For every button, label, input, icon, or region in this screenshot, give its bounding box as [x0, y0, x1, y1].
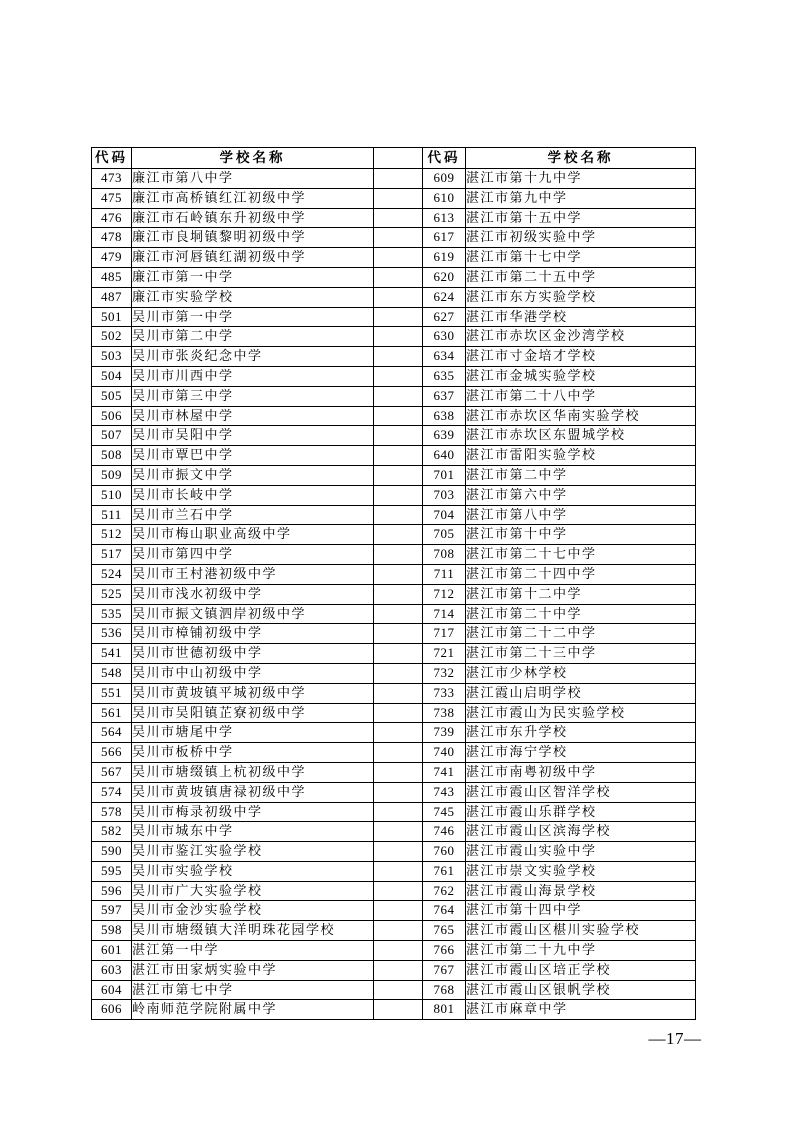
- table-row: [92, 663, 696, 683]
- code-cell-right: 704: [423, 505, 466, 525]
- code-cell-right: 721: [423, 644, 466, 664]
- name-cell-left: 吴川市林屋中学: [132, 406, 374, 426]
- code-cell-right: 740: [423, 743, 466, 763]
- code-cell-right: 801: [423, 1000, 466, 1020]
- table-row: [92, 881, 696, 901]
- name-cell-left: 吴川市第一中学: [132, 307, 374, 327]
- code-cell-right: 768: [423, 980, 466, 1000]
- table-row: [92, 248, 696, 268]
- code-cell-right: 635: [423, 366, 466, 386]
- name-cell-right: 湛江市第九中学: [466, 188, 696, 208]
- code-cell-right: 767: [423, 960, 466, 980]
- code-cell-right: 766: [423, 941, 466, 961]
- code-cell-left: 551: [92, 683, 132, 703]
- code-cell-left: 507: [92, 426, 132, 446]
- code-cell-left: 582: [92, 822, 132, 842]
- code-cell-right: 624: [423, 287, 466, 307]
- code-cell-left: 578: [92, 802, 132, 822]
- spacer-cell: [374, 347, 423, 367]
- table-row: [92, 545, 696, 565]
- name-cell-right: 湛江市雷阳实验学校: [466, 446, 696, 466]
- code-cell-right: 711: [423, 564, 466, 584]
- table-row: [92, 782, 696, 802]
- name-cell-right: 湛江市东升学校: [466, 723, 696, 743]
- spacer-cell: [374, 703, 423, 723]
- spacer-cell: [374, 386, 423, 406]
- table-row: [92, 347, 696, 367]
- spacer-cell: [374, 564, 423, 584]
- spacer-cell: [374, 169, 423, 189]
- name-cell-left: 廉江市第八中学: [132, 169, 374, 189]
- name-cell-right: 湛江市崇文实验学校: [466, 861, 696, 881]
- table-row: [92, 505, 696, 525]
- table-row: [92, 604, 696, 624]
- name-cell-left: 吴川市川西中学: [132, 366, 374, 386]
- table-row: [92, 426, 696, 446]
- spacer-cell: [374, 208, 423, 228]
- name-cell-right: 湛江市第十五中学: [466, 208, 696, 228]
- name-cell-right: 湛江市第八中学: [466, 505, 696, 525]
- code-cell-right: 761: [423, 861, 466, 881]
- name-cell-right: 湛江市华港学校: [466, 307, 696, 327]
- code-cell-right: 714: [423, 604, 466, 624]
- code-cell-left: 487: [92, 287, 132, 307]
- table-row: [92, 327, 696, 347]
- name-cell-left: 吴川市金沙实验学校: [132, 901, 374, 921]
- name-cell-left: 吴川市城东中学: [132, 822, 374, 842]
- code-cell-left: 506: [92, 406, 132, 426]
- name-cell-left: 吴川市实验学校: [132, 861, 374, 881]
- table-row: [92, 921, 696, 941]
- code-cell-left: 524: [92, 564, 132, 584]
- table-row: [92, 762, 696, 782]
- code-cell-right: 733: [423, 683, 466, 703]
- name-cell-left: 吴川市板桥中学: [132, 743, 374, 763]
- spacer-cell: [374, 406, 423, 426]
- header-spacer: [374, 148, 423, 169]
- name-cell-left: 廉江市河唇镇红湖初级中学: [132, 248, 374, 268]
- name-cell-left: 湛江市田家炳实验中学: [132, 960, 374, 980]
- spacer-cell: [374, 723, 423, 743]
- spacer-cell: [374, 327, 423, 347]
- name-cell-right: 湛江市霞山区智洋学校: [466, 782, 696, 802]
- spacer-cell: [374, 644, 423, 664]
- code-cell-left: 548: [92, 663, 132, 683]
- spacer-cell: [374, 1000, 423, 1020]
- spacer-cell: [374, 525, 423, 545]
- spacer-cell: [374, 505, 423, 525]
- name-cell-left: 吴川市第四中学: [132, 545, 374, 565]
- code-cell-right: 708: [423, 545, 466, 565]
- code-cell-left: 574: [92, 782, 132, 802]
- table-row: [92, 169, 696, 189]
- code-cell-right: 743: [423, 782, 466, 802]
- name-cell-right: 湛江市第二中学: [466, 465, 696, 485]
- spacer-cell: [374, 485, 423, 505]
- name-cell-left: 吴川市振文中学: [132, 465, 374, 485]
- header-code-left: 代码: [92, 148, 132, 169]
- name-cell-left: 吴川市塘缀镇大洋明珠花园学校: [132, 921, 374, 941]
- name-cell-right: 湛江市霞山实验中学: [466, 842, 696, 862]
- name-cell-right: 湛江市第二十五中学: [466, 267, 696, 287]
- name-cell-left: 廉江市石岭镇东升初级中学: [132, 208, 374, 228]
- name-cell-left: 吴川市世德初级中学: [132, 644, 374, 664]
- spacer-cell: [374, 822, 423, 842]
- table-row: [92, 960, 696, 980]
- code-cell-right: 617: [423, 228, 466, 248]
- code-cell-left: 561: [92, 703, 132, 723]
- name-cell-left: 吴川市振文镇泗岸初级中学: [132, 604, 374, 624]
- name-cell-left: 吴川市王村港初级中学: [132, 564, 374, 584]
- name-cell-right: 湛江市第十二中学: [466, 584, 696, 604]
- name-cell-left: 吴川市黄坡镇平城初级中学: [132, 683, 374, 703]
- code-cell-left: 503: [92, 347, 132, 367]
- name-cell-right: 湛江市第十四中学: [466, 901, 696, 921]
- code-cell-left: 567: [92, 762, 132, 782]
- name-cell-left: 廉江市第一中学: [132, 267, 374, 287]
- code-cell-left: 475: [92, 188, 132, 208]
- spacer-cell: [374, 762, 423, 782]
- name-cell-right: 湛江市第二十三中学: [466, 644, 696, 664]
- code-cell-right: 732: [423, 663, 466, 683]
- code-cell-left: 476: [92, 208, 132, 228]
- code-cell-right: 630: [423, 327, 466, 347]
- code-cell-right: 701: [423, 465, 466, 485]
- spacer-cell: [374, 921, 423, 941]
- code-cell-left: 501: [92, 307, 132, 327]
- code-cell-left: 598: [92, 921, 132, 941]
- spacer-cell: [374, 802, 423, 822]
- code-cell-right: 712: [423, 584, 466, 604]
- header-name-right: 学校名称: [466, 148, 696, 169]
- table-row: [92, 644, 696, 664]
- code-cell-right: 627: [423, 307, 466, 327]
- code-cell-right: 745: [423, 802, 466, 822]
- name-cell-right: 湛江市赤坎区金沙湾学校: [466, 327, 696, 347]
- spacer-cell: [374, 188, 423, 208]
- table-row: [92, 406, 696, 426]
- code-cell-right: 634: [423, 347, 466, 367]
- name-cell-left: 吴川市广大实验学校: [132, 881, 374, 901]
- table-row: [92, 901, 696, 921]
- spacer-cell: [374, 881, 423, 901]
- code-cell-left: 478: [92, 228, 132, 248]
- name-cell-right: 湛江霞山启明学校: [466, 683, 696, 703]
- name-cell-left: 廉江市实验学校: [132, 287, 374, 307]
- code-cell-left: 603: [92, 960, 132, 980]
- name-cell-right: 湛江市东方实验学校: [466, 287, 696, 307]
- code-cell-right: 739: [423, 723, 466, 743]
- name-cell-left: 吴川市吴阳镇芷寮初级中学: [132, 703, 374, 723]
- code-cell-left: 504: [92, 366, 132, 386]
- code-cell-left: 509: [92, 465, 132, 485]
- name-cell-right: 湛江市霞山区银帆学校: [466, 980, 696, 1000]
- spacer-cell: [374, 604, 423, 624]
- spacer-cell: [374, 683, 423, 703]
- code-cell-left: 479: [92, 248, 132, 268]
- code-cell-left: 485: [92, 267, 132, 287]
- code-cell-right: 760: [423, 842, 466, 862]
- name-cell-right: 湛江市赤坎区东盟城学校: [466, 426, 696, 446]
- spacer-cell: [374, 307, 423, 327]
- table-row: [92, 267, 696, 287]
- code-cell-left: 566: [92, 743, 132, 763]
- table-row: [92, 525, 696, 545]
- name-cell-right: 湛江市金城实验学校: [466, 366, 696, 386]
- table-row: [92, 624, 696, 644]
- table-row: [92, 307, 696, 327]
- code-cell-right: 619: [423, 248, 466, 268]
- code-cell-right: 610: [423, 188, 466, 208]
- name-cell-right: 湛江市霞山海景学校: [466, 881, 696, 901]
- name-cell-right: 湛江市第二十四中学: [466, 564, 696, 584]
- code-cell-right: 613: [423, 208, 466, 228]
- name-cell-left: 吴川市吴阳中学: [132, 426, 374, 446]
- spacer-cell: [374, 901, 423, 921]
- name-cell-right: 湛江市第二十八中学: [466, 386, 696, 406]
- code-cell-left: 597: [92, 901, 132, 921]
- code-cell-left: 536: [92, 624, 132, 644]
- spacer-cell: [374, 426, 423, 446]
- code-cell-right: 637: [423, 386, 466, 406]
- spacer-cell: [374, 584, 423, 604]
- code-cell-right: 705: [423, 525, 466, 545]
- name-cell-left: 吴川市樟铺初级中学: [132, 624, 374, 644]
- table-row: [92, 861, 696, 881]
- code-cell-left: 512: [92, 525, 132, 545]
- code-cell-right: 639: [423, 426, 466, 446]
- code-cell-left: 525: [92, 584, 132, 604]
- code-cell-left: 601: [92, 941, 132, 961]
- table-row: [92, 564, 696, 584]
- code-cell-left: 595: [92, 861, 132, 881]
- name-cell-left: 吴川市梅山职业高级中学: [132, 525, 374, 545]
- spacer-cell: [374, 228, 423, 248]
- name-cell-left: 湛江市第七中学: [132, 980, 374, 1000]
- code-cell-left: 508: [92, 446, 132, 466]
- code-cell-right: 703: [423, 485, 466, 505]
- code-cell-right: 765: [423, 921, 466, 941]
- spacer-cell: [374, 663, 423, 683]
- code-cell-right: 638: [423, 406, 466, 426]
- table-row: [92, 584, 696, 604]
- spacer-cell: [374, 782, 423, 802]
- name-cell-right: 湛江市第二十二中学: [466, 624, 696, 644]
- school-code-table: [91, 147, 696, 1020]
- table-row: [92, 287, 696, 307]
- code-cell-left: 606: [92, 1000, 132, 1020]
- name-cell-right: 湛江市初级实验中学: [466, 228, 696, 248]
- name-cell-right: 湛江市麻章中学: [466, 1000, 696, 1020]
- table-row: [92, 208, 696, 228]
- spacer-cell: [374, 861, 423, 881]
- spacer-cell: [374, 545, 423, 565]
- table-row: [92, 980, 696, 1000]
- name-cell-left: 吴川市梅录初级中学: [132, 802, 374, 822]
- name-cell-left: 廉江市高桥镇红江初级中学: [132, 188, 374, 208]
- spacer-cell: [374, 267, 423, 287]
- table-row: [92, 842, 696, 862]
- code-cell-left: 517: [92, 545, 132, 565]
- table-row: [92, 1000, 696, 1020]
- name-cell-right: 湛江市霞山为民实验学校: [466, 703, 696, 723]
- code-cell-right: 620: [423, 267, 466, 287]
- name-cell-left: 吴川市塘尾中学: [132, 723, 374, 743]
- name-cell-left: 吴川市中山初级中学: [132, 663, 374, 683]
- table-row: [92, 723, 696, 743]
- name-cell-right: 湛江市赤坎区华南实验学校: [466, 406, 696, 426]
- spacer-cell: [374, 842, 423, 862]
- code-cell-left: 510: [92, 485, 132, 505]
- table-row: [92, 703, 696, 723]
- name-cell-right: 湛江市霞山区培正学校: [466, 960, 696, 980]
- name-cell-left: 吴川市鉴江实验学校: [132, 842, 374, 862]
- table-row: [92, 228, 696, 248]
- name-cell-right: 湛江市海宁学校: [466, 743, 696, 763]
- name-cell-right: 湛江市霞山乐群学校: [466, 802, 696, 822]
- name-cell-right: 湛江市第十九中学: [466, 169, 696, 189]
- code-cell-right: 741: [423, 762, 466, 782]
- name-cell-right: 湛江市南粤初级中学: [466, 762, 696, 782]
- spacer-cell: [374, 980, 423, 1000]
- table-row: [92, 188, 696, 208]
- code-cell-left: 502: [92, 327, 132, 347]
- table-row: [92, 366, 696, 386]
- code-cell-left: 505: [92, 386, 132, 406]
- name-cell-right: 湛江市第六中学: [466, 485, 696, 505]
- code-cell-left: 604: [92, 980, 132, 1000]
- code-cell-right: 640: [423, 446, 466, 466]
- name-cell-right: 湛江市第二十七中学: [466, 545, 696, 565]
- name-cell-right: 湛江市霞山区滨海学校: [466, 822, 696, 842]
- table-header-row: [92, 148, 696, 169]
- name-cell-left: 吴川市兰石中学: [132, 505, 374, 525]
- name-cell-left: 湛江第一中学: [132, 941, 374, 961]
- code-cell-right: 738: [423, 703, 466, 723]
- name-cell-right: 湛江市第十中学: [466, 525, 696, 545]
- spacer-cell: [374, 366, 423, 386]
- name-cell-left: 岭南师范学院附属中学: [132, 1000, 374, 1020]
- spacer-cell: [374, 960, 423, 980]
- code-cell-left: 535: [92, 604, 132, 624]
- table-row: [92, 386, 696, 406]
- table-row: [92, 822, 696, 842]
- table-row: [92, 802, 696, 822]
- code-cell-right: 746: [423, 822, 466, 842]
- table-row: [92, 941, 696, 961]
- code-cell-left: 596: [92, 881, 132, 901]
- spacer-cell: [374, 743, 423, 763]
- name-cell-left: 吴川市第二中学: [132, 327, 374, 347]
- spacer-cell: [374, 624, 423, 644]
- spacer-cell: [374, 248, 423, 268]
- code-cell-left: 541: [92, 644, 132, 664]
- spacer-cell: [374, 941, 423, 961]
- table-row: [92, 743, 696, 763]
- code-cell-left: 564: [92, 723, 132, 743]
- table-row: [92, 683, 696, 703]
- code-cell-right: 609: [423, 169, 466, 189]
- name-cell-left: 吴川市黄坡镇唐禄初级中学: [132, 782, 374, 802]
- name-cell-right: 湛江市少林学校: [466, 663, 696, 683]
- name-cell-right: 湛江市寸金培才学校: [466, 347, 696, 367]
- code-cell-left: 473: [92, 169, 132, 189]
- code-cell-right: 762: [423, 881, 466, 901]
- header-name-left: 学校名称: [132, 148, 374, 169]
- table-row: [92, 446, 696, 466]
- name-cell-left: 廉江市良垌镇黎明初级中学: [132, 228, 374, 248]
- code-cell-right: 764: [423, 901, 466, 921]
- table-row: [92, 485, 696, 505]
- code-cell-left: 511: [92, 505, 132, 525]
- header-code-right: 代码: [423, 148, 466, 169]
- spacer-cell: [374, 465, 423, 485]
- spacer-cell: [374, 446, 423, 466]
- name-cell-right: 湛江市第二十中学: [466, 604, 696, 624]
- code-cell-left: 590: [92, 842, 132, 862]
- name-cell-left: 吴川市长岐中学: [132, 485, 374, 505]
- page-number: —17—: [648, 1029, 702, 1048]
- name-cell-right: 湛江市第二十九中学: [466, 941, 696, 961]
- code-cell-right: 717: [423, 624, 466, 644]
- name-cell-left: 吴川市第三中学: [132, 386, 374, 406]
- spacer-cell: [374, 287, 423, 307]
- name-cell-left: 吴川市浅水初级中学: [132, 584, 374, 604]
- name-cell-left: 吴川市塘缀镇上杭初级中学: [132, 762, 374, 782]
- name-cell-left: 吴川市张炎纪念中学: [132, 347, 374, 367]
- name-cell-left: 吴川市覃巴中学: [132, 446, 374, 466]
- name-cell-right: 湛江市第十七中学: [466, 248, 696, 268]
- table-row: [92, 465, 696, 485]
- name-cell-right: 湛江市霞山区椹川实验学校: [466, 921, 696, 941]
